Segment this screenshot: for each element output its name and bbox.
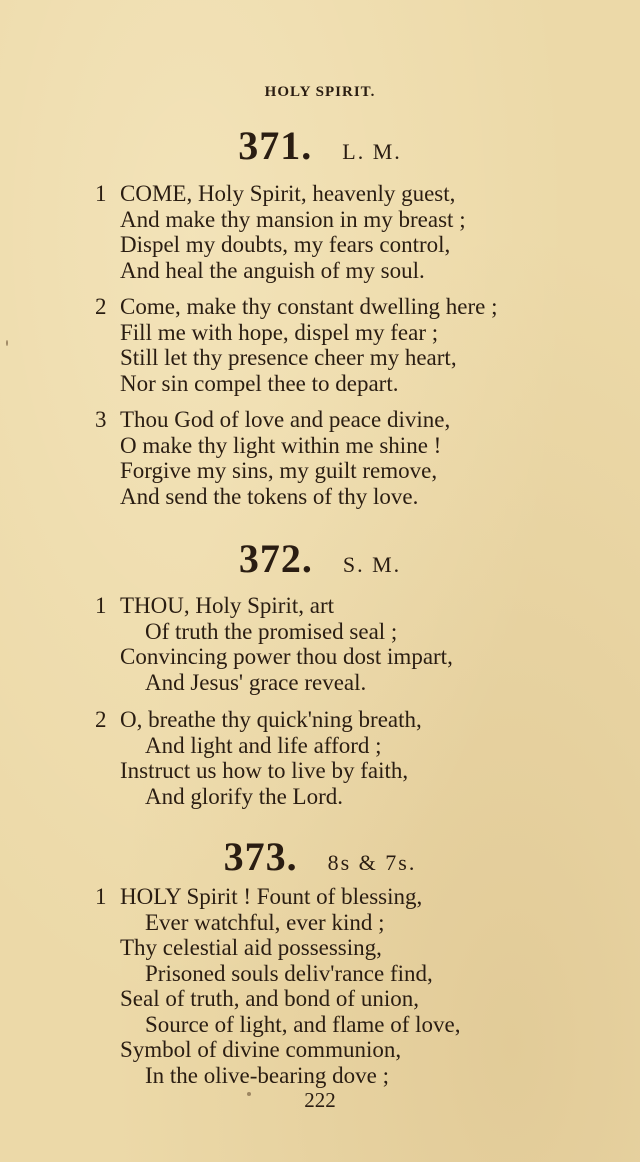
verse-line <box>95 884 575 910</box>
line-text: Dispel my doubts, my fears control, <box>120 232 451 257</box>
stanza <box>95 593 575 695</box>
line-text: COME, Holy Spirit, heavenly guest, <box>120 181 456 206</box>
hymn-heading <box>0 535 640 582</box>
line-text: And heal the anguish of my soul. <box>120 257 425 283</box>
verse-line <box>95 458 575 484</box>
verse-number: 1 <box>95 884 107 909</box>
hymn-number: 373. <box>223 834 298 879</box>
verse-line <box>95 433 575 459</box>
verse-line <box>95 593 575 619</box>
verse-number: 1 <box>95 593 107 618</box>
verse-line <box>95 784 575 810</box>
verse-line <box>95 733 575 759</box>
line-text: O make thy light within me shine ! <box>120 432 442 458</box>
page-number: 222 <box>304 1088 336 1112</box>
hymn-meter: S. M. <box>342 552 402 577</box>
verse-number: 1 <box>95 181 107 206</box>
verse-line <box>95 758 575 784</box>
line-text: Forgive my sins, my guilt remove, <box>120 458 438 483</box>
line-text: THOU, Holy Spirit, art <box>120 593 335 618</box>
verse-line <box>95 1037 575 1063</box>
line-text: Of truth the promised seal ; <box>145 618 398 644</box>
verse-line <box>95 707 575 733</box>
verse-line <box>95 1063 575 1089</box>
stanza <box>95 884 575 1088</box>
line-text: Seal of truth, and bond of union, <box>120 986 419 1011</box>
line-text: Ever watchful, ever kind ; <box>145 909 385 935</box>
hymn-heading <box>0 122 640 169</box>
line-text: And light and life afford ; <box>145 732 382 758</box>
line-text: Instruct us how to live by faith, <box>120 758 409 783</box>
stanza <box>95 707 575 809</box>
line-text: O, breathe thy quick'ning breath, <box>120 707 422 732</box>
hymn-meter: 8s & 7s. <box>327 850 417 875</box>
verse-line <box>95 371 575 397</box>
line-text: HOLY Spirit ! Fount of blessing, <box>120 884 423 909</box>
verse-line <box>95 484 575 510</box>
verse-line <box>95 644 575 670</box>
verse-line <box>95 619 575 645</box>
paper-speck <box>6 340 8 346</box>
verse-line <box>95 232 575 258</box>
line-text: Thy celestial aid possessing, <box>120 935 382 960</box>
line-text: Symbol of divine communion, <box>120 1037 402 1062</box>
stanza <box>95 407 575 509</box>
verse-line <box>95 910 575 936</box>
verse-line <box>95 935 575 961</box>
verse-line <box>95 1012 575 1038</box>
paper-speck <box>247 1092 251 1096</box>
line-text: And make thy mansion in my breast ; <box>120 206 466 232</box>
line-text: Prisoned souls deliv'rance find, <box>145 960 433 986</box>
verse-line <box>95 961 575 987</box>
stanza <box>95 181 575 283</box>
verse-line <box>95 345 575 371</box>
hymn-heading <box>0 833 640 880</box>
line-text: Convincing power thou dost impart, <box>120 644 453 669</box>
verse-line <box>95 670 575 696</box>
line-text: In the olive-bearing dove ; <box>145 1062 389 1088</box>
line-text: And glorify the Lord. <box>145 783 344 809</box>
verse-line <box>95 986 575 1012</box>
verse-line <box>95 181 575 207</box>
verse-line <box>95 407 575 433</box>
hymn-meter: L. M. <box>342 139 402 164</box>
line-text: Nor sin compel thee to depart. <box>120 370 399 396</box>
line-text: Fill me with hope, dispel my fear ; <box>120 319 439 345</box>
verse-line <box>95 258 575 284</box>
hymn-number: 372. <box>238 536 313 581</box>
verse-line <box>95 320 575 346</box>
line-text: And send the tokens of thy love. <box>120 483 419 509</box>
line-text: Come, make thy constant dwelling here ; <box>120 294 498 319</box>
verse-number: 3 <box>95 407 107 432</box>
line-text: Source of light, and flame of love, <box>145 1011 461 1037</box>
verse-line <box>95 207 575 233</box>
verse-line <box>95 294 575 320</box>
running-head: HOLY SPIRIT. <box>264 84 376 100</box>
line-text: Thou God of love and peace divine, <box>120 407 451 432</box>
stanza <box>95 294 575 396</box>
line-text: And Jesus' grace reveal. <box>145 669 367 695</box>
verse-number: 2 <box>95 707 107 732</box>
hymn-number: 371. <box>238 123 313 168</box>
line-text: Still let thy presence cheer my heart, <box>120 345 457 370</box>
verse-number: 2 <box>95 294 107 319</box>
